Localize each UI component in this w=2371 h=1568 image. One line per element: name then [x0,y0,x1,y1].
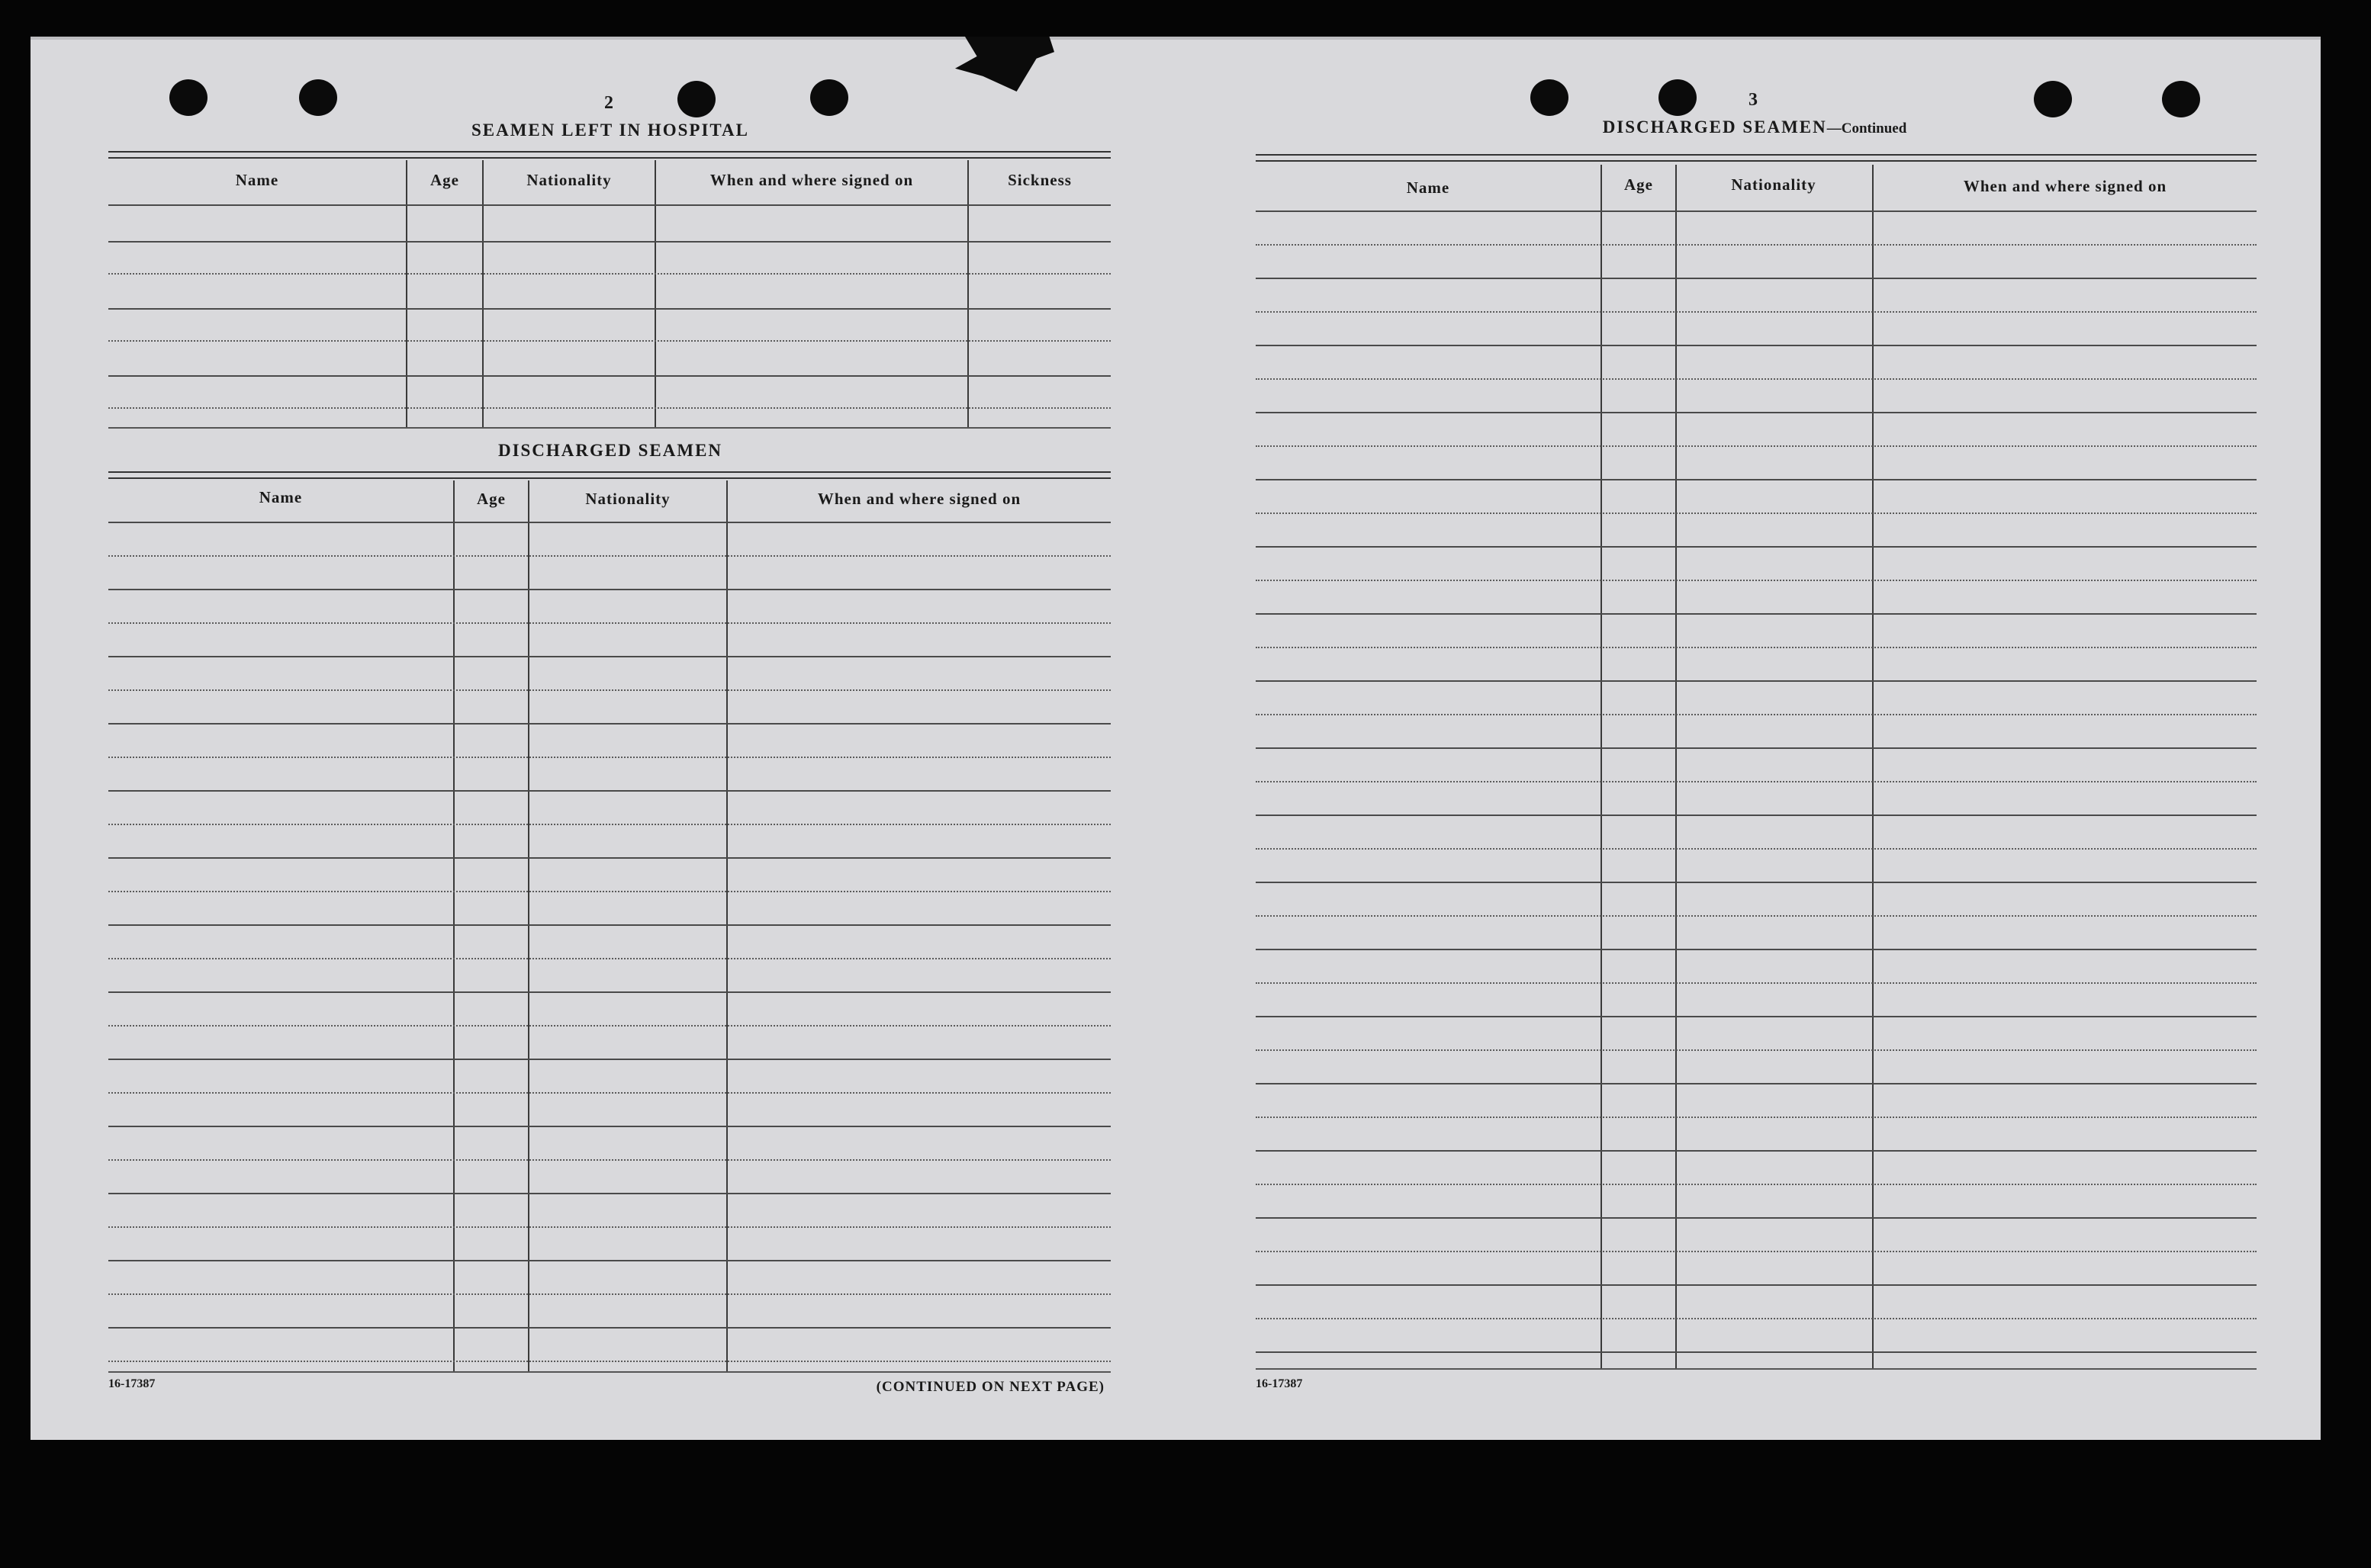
punch-hole [1658,79,1697,116]
double-rule [108,471,1111,479]
continued-note: (CONTINUED ON NEXT PAGE) [876,1379,1105,1395]
table-row [108,241,1111,243]
column-header-signed-on: When and where signed on [709,171,914,189]
right-section-title [1510,117,1999,137]
table-row [1256,1184,2257,1185]
column-divider [967,160,969,427]
table-row [1256,680,2257,682]
table-row [1256,580,2257,581]
discharged-table-left [108,480,1111,1371]
bottom-rule [108,1371,1111,1373]
column-header-sickness: Sickness [1008,171,1072,189]
column-header-signed-on: When and where signed on [1963,177,2167,195]
column-header-age: Age [1624,175,1653,194]
table-row [1256,311,2257,313]
table-row [108,790,1111,792]
table-row [108,1159,1111,1161]
discharged-section-title: DISCHARGED SEAMEN [497,441,723,460]
table-row [1256,848,2257,850]
punch-hole [2162,81,2200,117]
column-header-nationality: Nationality [526,171,612,189]
punch-hole [299,79,337,116]
column-header-nationality: Nationality [585,490,671,508]
table-row [108,689,1111,691]
table-row [108,555,1111,557]
table-row [108,757,1111,758]
table-row [108,723,1111,725]
table-row [1256,1083,2257,1084]
table-row [1256,815,2257,816]
table-row [1256,345,2257,346]
column-divider [528,480,529,1371]
form-number-right: 16-17387 [1256,1377,1303,1390]
table-row [108,589,1111,590]
table-row [1256,546,2257,548]
table-row [108,924,1111,926]
table-row [108,1193,1111,1194]
page-number-right: 3 [1748,90,1758,110]
table-row [108,308,1111,310]
column-divider [726,480,728,1371]
table-row [1256,278,2257,279]
table-row [1256,747,2257,749]
table-row [108,1092,1111,1094]
table-row [1256,882,2257,883]
form-number-left: 16-17387 [108,1377,156,1390]
table-row [108,375,1111,377]
table-row [1256,378,2257,380]
punch-hole [2034,81,2072,117]
header-rule [108,204,1111,206]
column-header-age: Age [477,490,506,508]
column-header-age: Age [430,171,459,189]
table-row [108,1025,1111,1027]
table-row [1256,1049,2257,1051]
table-row [108,1361,1111,1362]
table-row [108,958,1111,959]
table-row [1256,949,2257,950]
table-row [108,340,1111,342]
table-row [1256,714,2257,715]
bottom-rule [1256,1368,2257,1370]
double-rule [108,151,1111,159]
table-row [108,1226,1111,1228]
hospital-table [108,160,1111,427]
table-row [1256,244,2257,246]
column-divider [482,160,484,427]
table-row [1256,412,2257,413]
column-header-signed-on: When and where signed on [817,490,1021,508]
table-row [1256,512,2257,514]
column-header-name: Name [259,488,303,506]
table-row [1256,445,2257,447]
table-row [1256,1016,2257,1017]
table-row [1256,1150,2257,1152]
discharged-table-right [1256,165,2257,1368]
double-rule [1256,154,2257,162]
table-row [1256,915,2257,917]
table-row [1256,1351,2257,1353]
table-row [1256,1217,2257,1219]
section-rule [108,427,1111,429]
right-title-suffix: —Continued [1826,120,1907,137]
table-row [108,991,1111,993]
hospital-section-title: SEAMEN LEFT IN HOSPITAL [471,120,750,140]
punch-hole [169,79,208,116]
table-row [108,1126,1111,1127]
column-header-name: Name [235,171,279,189]
table-row [1256,982,2257,984]
table-row [1256,1117,2257,1118]
punch-hole [1530,79,1568,116]
header-rule [108,522,1111,523]
table-row [108,1293,1111,1295]
table-row [108,273,1111,275]
column-header-name: Name [1406,178,1450,197]
table-row [108,622,1111,624]
table-row [108,857,1111,859]
table-row [108,1260,1111,1261]
table-row [1256,1251,2257,1252]
table-row [108,1059,1111,1060]
table-row [1256,1318,2257,1319]
table-row [108,824,1111,825]
table-row [108,407,1111,409]
column-header-nationality: Nationality [1731,175,1816,194]
table-row [108,891,1111,892]
column-divider [453,480,455,1371]
table-row [108,656,1111,657]
punch-hole [677,81,716,117]
sheet-edge [31,37,2321,40]
table-row [1256,781,2257,782]
column-divider [406,160,407,427]
punch-hole [810,79,848,116]
table-row [1256,613,2257,615]
table-row [108,1327,1111,1329]
table-row [1256,479,2257,480]
column-divider [655,160,656,427]
table-row [1256,1284,2257,1286]
table-row [1256,647,2257,648]
page-number-left: 2 [604,93,613,113]
header-rule [1256,210,2257,212]
right-title-text: DISCHARGED SEAMEN [1602,117,1827,137]
